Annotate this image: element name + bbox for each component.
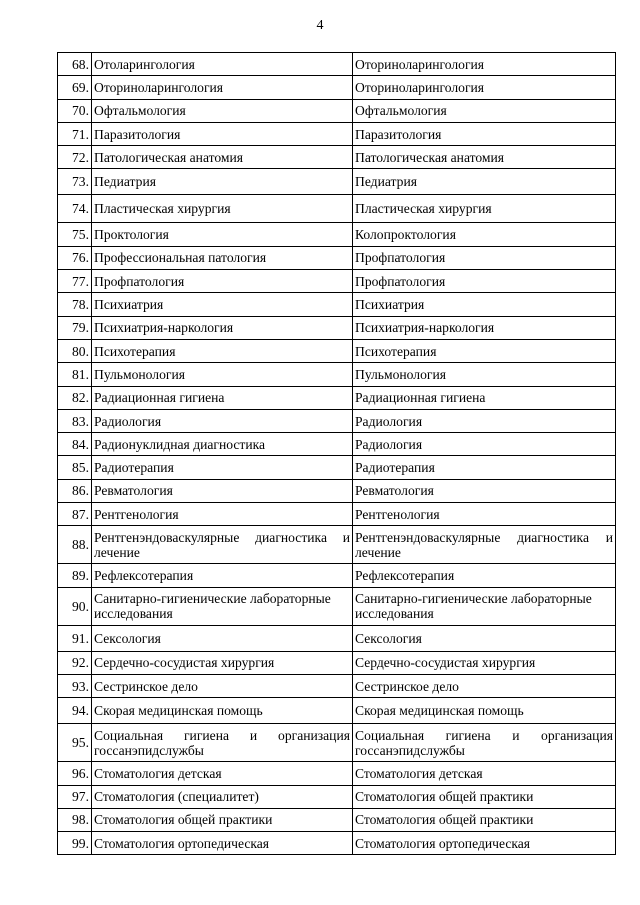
table-row <box>58 724 616 762</box>
new-specialty-cell: Профпатология <box>353 246 616 269</box>
new-specialty-cell: Сестринское дело <box>353 674 616 697</box>
table-row <box>58 674 616 697</box>
old-specialty-cell: Профпатология <box>92 270 353 293</box>
new-specialty-cell: Радиационная гигиена <box>353 386 616 409</box>
old-specialty-cell: Профессиональная патология <box>92 246 353 269</box>
new-specialty-cell: Радиология <box>353 409 616 432</box>
old-specialty-cell: Стоматология общей практики <box>92 808 353 831</box>
table-row <box>58 316 616 339</box>
row-number: 99. <box>58 832 92 855</box>
row-number: 76. <box>58 246 92 269</box>
row-number: 86. <box>58 479 92 502</box>
new-specialty-cell: Паразитология <box>353 122 616 145</box>
old-specialty-cell: Отоларингология <box>92 53 353 76</box>
row-number: 87. <box>58 503 92 526</box>
new-specialty-cell: Патологическая анатомия <box>353 146 616 169</box>
old-specialty-cell: Оториноларингология <box>92 76 353 99</box>
table-row <box>58 99 616 122</box>
old-specialty-cell: Проктология <box>92 223 353 246</box>
new-specialty-cell: Оториноларингология <box>353 53 616 76</box>
row-number: 96. <box>58 762 92 785</box>
table-row <box>58 363 616 386</box>
old-specialty-cell: Психиатрия-наркология <box>92 316 353 339</box>
row-number: 89. <box>58 564 92 587</box>
old-specialty-cell: Стоматология (специалитет) <box>92 785 353 808</box>
old-specialty-cell: Психотерапия <box>92 339 353 362</box>
new-specialty-cell: Пластическая хирургия <box>353 195 616 223</box>
row-number: 97. <box>58 785 92 808</box>
new-specialty-cell: Офтальмология <box>353 99 616 122</box>
page-number: 4 <box>316 18 324 33</box>
table-row <box>58 293 616 316</box>
table-row <box>58 785 616 808</box>
new-specialty-cell: Психиатрия-наркология <box>353 316 616 339</box>
table-row <box>58 587 616 625</box>
table-row <box>58 195 616 223</box>
table-row <box>58 270 616 293</box>
row-number: 72. <box>58 146 92 169</box>
row-number: 95. <box>58 724 92 762</box>
old-specialty-cell: Рефлексотерапия <box>92 564 353 587</box>
new-specialty-cell: Социальная гигиена и организация госсанэпидслужбы <box>353 724 616 762</box>
table-row <box>58 503 616 526</box>
specialty-table <box>57 52 616 855</box>
row-number: 92. <box>58 651 92 674</box>
old-specialty-cell: Сексология <box>92 625 353 651</box>
new-specialty-cell: Рентгенэндоваскулярные диагностика и лечение <box>353 526 616 564</box>
old-specialty-cell: Радиационная гигиена <box>92 386 353 409</box>
table-row <box>58 456 616 479</box>
row-number: 79. <box>58 316 92 339</box>
old-specialty-cell: Сестринское дело <box>92 674 353 697</box>
table-row <box>58 698 616 724</box>
new-specialty-cell: Радиотерапия <box>353 456 616 479</box>
new-specialty-cell: Психиатрия <box>353 293 616 316</box>
new-specialty-cell: Скорая медицинская помощь <box>353 698 616 724</box>
old-specialty-cell: Педиатрия <box>92 169 353 195</box>
row-number: 80. <box>58 339 92 362</box>
row-number: 84. <box>58 433 92 456</box>
old-specialty-cell: Ревматология <box>92 479 353 502</box>
new-specialty-cell: Оториноларингология <box>353 76 616 99</box>
row-number: 81. <box>58 363 92 386</box>
table-row <box>58 223 616 246</box>
table-row <box>58 53 616 76</box>
row-number: 93. <box>58 674 92 697</box>
new-specialty-cell: Педиатрия <box>353 169 616 195</box>
new-specialty-cell: Стоматология детская <box>353 762 616 785</box>
new-specialty-cell: Рентгенология <box>353 503 616 526</box>
row-number: 75. <box>58 223 92 246</box>
row-number: 91. <box>58 625 92 651</box>
table-row <box>58 479 616 502</box>
old-specialty-cell: Радиотерапия <box>92 456 353 479</box>
old-specialty-cell: Социальная гигиена и организация госсанэпидслужбы <box>92 724 353 762</box>
table-row <box>58 246 616 269</box>
row-number: 88. <box>58 526 92 564</box>
table-row <box>58 339 616 362</box>
specialty-table-body <box>58 53 616 855</box>
table-row <box>58 808 616 831</box>
table-row <box>58 625 616 651</box>
old-specialty-cell: Рентгенология <box>92 503 353 526</box>
row-number: 71. <box>58 122 92 145</box>
old-specialty-cell: Психиатрия <box>92 293 353 316</box>
new-specialty-cell: Сердечно-сосудистая хирургия <box>353 651 616 674</box>
old-specialty-cell: Офтальмология <box>92 99 353 122</box>
table-row <box>58 169 616 195</box>
old-specialty-cell: Пластическая хирургия <box>92 195 353 223</box>
old-specialty-cell: Патологическая анатомия <box>92 146 353 169</box>
row-number: 74. <box>58 195 92 223</box>
row-number: 69. <box>58 76 92 99</box>
old-specialty-cell: Санитарно-гигиенические лабораторные исследования <box>92 587 353 625</box>
table-row <box>58 433 616 456</box>
old-specialty-cell: Сердечно-сосудистая хирургия <box>92 651 353 674</box>
row-number: 68. <box>58 53 92 76</box>
new-specialty-cell: Психотерапия <box>353 339 616 362</box>
new-specialty-cell: Ревматология <box>353 479 616 502</box>
old-specialty-cell: Скорая медицинская помощь <box>92 698 353 724</box>
row-number: 98. <box>58 808 92 831</box>
old-specialty-cell: Паразитология <box>92 122 353 145</box>
row-number: 78. <box>58 293 92 316</box>
row-number: 83. <box>58 409 92 432</box>
table-row <box>58 564 616 587</box>
old-specialty-cell: Радиология <box>92 409 353 432</box>
row-number: 85. <box>58 456 92 479</box>
new-specialty-cell: Профпатология <box>353 270 616 293</box>
table-row <box>58 651 616 674</box>
row-number: 73. <box>58 169 92 195</box>
new-specialty-cell: Санитарно-гигиенические лабораторные исследования <box>353 587 616 625</box>
table-row <box>58 526 616 564</box>
new-specialty-cell: Рефлексотерапия <box>353 564 616 587</box>
new-specialty-cell: Пульмонология <box>353 363 616 386</box>
table-row <box>58 122 616 145</box>
row-number: 94. <box>58 698 92 724</box>
table-row <box>58 762 616 785</box>
old-specialty-cell: Стоматология ортопедическая <box>92 832 353 855</box>
row-number: 77. <box>58 270 92 293</box>
new-specialty-cell: Стоматология общей практики <box>353 785 616 808</box>
table-row <box>58 146 616 169</box>
old-specialty-cell: Стоматология детская <box>92 762 353 785</box>
old-specialty-cell: Пульмонология <box>92 363 353 386</box>
old-specialty-cell: Радионуклидная диагностика <box>92 433 353 456</box>
row-number: 90. <box>58 587 92 625</box>
row-number: 82. <box>58 386 92 409</box>
row-number: 70. <box>58 99 92 122</box>
table-row <box>58 386 616 409</box>
old-specialty-cell: Рентгенэндоваскулярные диагностика и лечение <box>92 526 353 564</box>
new-specialty-cell: Колопроктология <box>353 223 616 246</box>
new-specialty-cell: Радиология <box>353 433 616 456</box>
new-specialty-cell: Сексология <box>353 625 616 651</box>
table-row <box>58 76 616 99</box>
new-specialty-cell: Стоматология ортопедическая <box>353 832 616 855</box>
new-specialty-cell: Стоматология общей практики <box>353 808 616 831</box>
table-row <box>58 409 616 432</box>
table-row <box>58 832 616 855</box>
